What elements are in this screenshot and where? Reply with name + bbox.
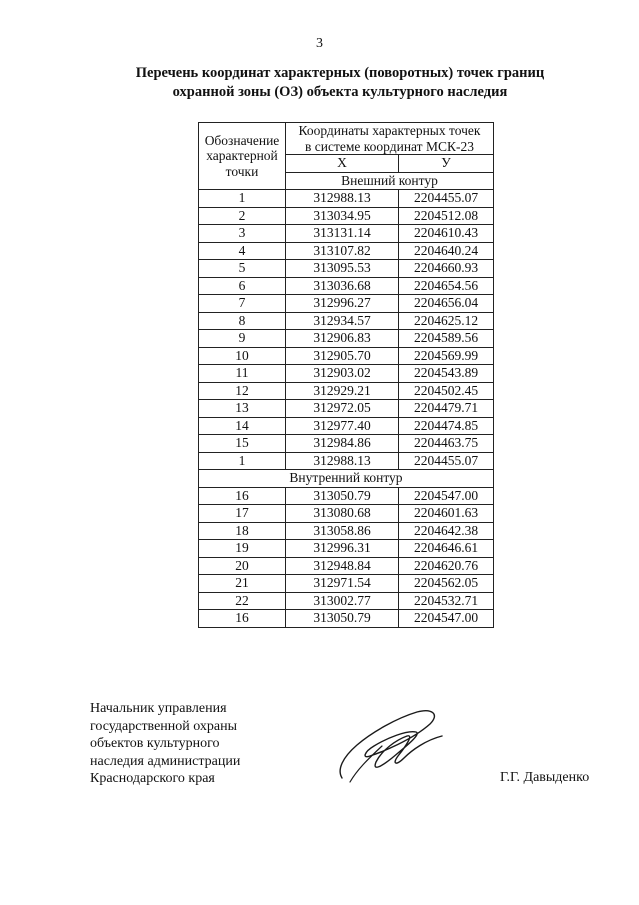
table-row: [199, 592, 494, 610]
point-cell: 20: [199, 557, 286, 575]
title-line-1: Перечень координат характерных (поворотных) точек границ: [135, 65, 545, 81]
y-cell: 2204463.75: [399, 435, 494, 453]
x-cell: 313050.79: [286, 487, 399, 505]
y-cell: 2204512.08: [399, 207, 494, 225]
x-cell: 312903.02: [286, 365, 399, 383]
table-row: [199, 347, 494, 365]
signer-position-line-3: объектов культурного: [90, 736, 220, 751]
table-row: [199, 295, 494, 313]
table-row: [199, 207, 494, 225]
x-cell: 312934.57: [286, 312, 399, 330]
y-cell: 2204660.93: [399, 260, 494, 278]
point-cell: 1: [199, 452, 286, 470]
point-cell: 21: [199, 575, 286, 593]
x-cell: 313050.79: [286, 610, 399, 628]
y-cell: 2204502.45: [399, 382, 494, 400]
table-row: [199, 417, 494, 435]
y-cell: 2204589.56: [399, 330, 494, 348]
table-row: [199, 435, 494, 453]
table-row: [199, 557, 494, 575]
table-row: [199, 260, 494, 278]
point-cell: 15: [199, 435, 286, 453]
signer-name: Г.Г. Давыденко: [500, 770, 590, 785]
y-cell: 2204474.85: [399, 417, 494, 435]
x-cell: 312996.27: [286, 295, 399, 313]
signer-position-line-4: наследия администрации: [90, 753, 241, 769]
y-cell: 2204479.71: [399, 400, 494, 418]
point-cell: 3: [199, 225, 286, 243]
y-cell: 2204610.43: [399, 225, 494, 243]
point-cell: 8: [199, 312, 286, 330]
table-row: [199, 330, 494, 348]
point-cell: 1: [199, 190, 286, 208]
x-cell: 312971.54: [286, 575, 399, 593]
table-row: [199, 190, 494, 208]
header-x: Х: [286, 155, 399, 173]
x-cell: 312905.70: [286, 347, 399, 365]
point-cell: 12: [199, 382, 286, 400]
signature-block: [90, 700, 310, 788]
y-cell: 2204455.07: [399, 190, 494, 208]
x-cell: 312972.05: [286, 400, 399, 418]
x-cell: 312977.40: [286, 417, 399, 435]
page-number: 3: [316, 36, 323, 51]
table-row: [199, 312, 494, 330]
y-cell: 2204562.05: [399, 575, 494, 593]
section-title: Внешний контур: [286, 172, 494, 190]
point-cell: 9: [199, 330, 286, 348]
point-cell: 10: [199, 347, 286, 365]
header-coordinates-line-1: Координаты характерных точек: [298, 123, 481, 138]
table-row: [199, 242, 494, 260]
header-point-designation: [199, 123, 286, 190]
x-cell: 313107.82: [286, 242, 399, 260]
point-cell: 19: [199, 540, 286, 558]
point-cell: 13: [199, 400, 286, 418]
y-cell: 2204547.00: [399, 610, 494, 628]
header-y: У: [399, 155, 494, 173]
table-row: [199, 540, 494, 558]
header-coordinates-line-2: в системе координат МСК-23: [305, 138, 474, 154]
y-cell: 2204640.24: [399, 242, 494, 260]
x-cell: 312984.86: [286, 435, 399, 453]
signer-position-line-1: Начальник управления: [90, 701, 227, 716]
point-cell: 14: [199, 417, 286, 435]
x-cell: 313080.68: [286, 505, 399, 523]
document-title: [100, 64, 580, 102]
y-cell: 2204543.89: [399, 365, 494, 383]
x-cell: 312906.83: [286, 330, 399, 348]
point-cell: 16: [199, 487, 286, 505]
y-cell: 2204656.04: [399, 295, 494, 313]
section-title-row: [199, 470, 494, 488]
table-row: [199, 610, 494, 628]
coordinates-table: [198, 122, 494, 628]
section-title: Внутренний контур: [199, 470, 494, 488]
point-cell: 17: [199, 505, 286, 523]
table-row: [199, 452, 494, 470]
x-cell: 313095.53: [286, 260, 399, 278]
x-cell: 312988.13: [286, 190, 399, 208]
y-cell: 2204569.99: [399, 347, 494, 365]
table-row: [199, 225, 494, 243]
handwritten-signature: [312, 700, 452, 785]
header-point-line-2: характерной: [206, 148, 278, 164]
x-cell: 312996.31: [286, 540, 399, 558]
x-cell: 312988.13: [286, 452, 399, 470]
table-row: [199, 365, 494, 383]
x-cell: 313002.77: [286, 592, 399, 610]
point-cell: 7: [199, 295, 286, 313]
x-cell: 313034.95: [286, 207, 399, 225]
x-cell: 313036.68: [286, 277, 399, 295]
y-cell: 2204601.63: [399, 505, 494, 523]
x-cell: 313131.14: [286, 225, 399, 243]
point-cell: 6: [199, 277, 286, 295]
y-cell: 2204642.38: [399, 522, 494, 540]
y-cell: 2204625.12: [399, 312, 494, 330]
point-cell: 5: [199, 260, 286, 278]
x-cell: 312948.84: [286, 557, 399, 575]
table-row: [199, 575, 494, 593]
table-row: [199, 400, 494, 418]
point-cell: 18: [199, 522, 286, 540]
x-cell: 312929.21: [286, 382, 399, 400]
table-row: [199, 505, 494, 523]
table-row: [199, 277, 494, 295]
table-row: [199, 382, 494, 400]
point-cell: 2: [199, 207, 286, 225]
header-point-line-3: точки: [225, 163, 259, 179]
point-cell: 4: [199, 242, 286, 260]
x-cell: 313058.86: [286, 522, 399, 540]
y-cell: 2204654.56: [399, 277, 494, 295]
y-cell: 2204547.00: [399, 487, 494, 505]
point-cell: 11: [199, 365, 286, 383]
point-cell: 16: [199, 610, 286, 628]
y-cell: 2204620.76: [399, 557, 494, 575]
signer-position-line-2: государственной охраны: [90, 718, 238, 734]
title-line-2: охранной зоны (ОЗ) объекта культурного наследия: [172, 84, 508, 100]
y-cell: 2204455.07: [399, 452, 494, 470]
signer-position-line-5: Краснодарского края: [90, 771, 215, 786]
header-point-line-1: Обозначение: [204, 132, 280, 148]
table-row: [199, 522, 494, 540]
point-cell: 22: [199, 592, 286, 610]
y-cell: 2204532.71: [399, 592, 494, 610]
table-row: [199, 487, 494, 505]
table-header-row-1: [199, 123, 494, 155]
header-coordinates: [286, 123, 494, 155]
y-cell: 2204646.61: [399, 540, 494, 558]
